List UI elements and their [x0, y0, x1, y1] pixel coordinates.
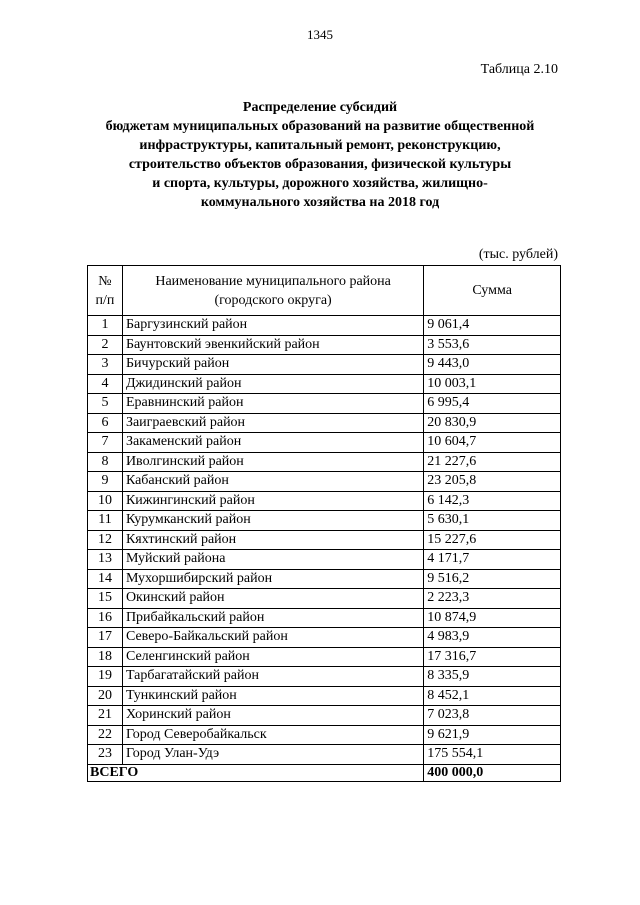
- title-line: строительство объектов образования, физической культуры: [128, 157, 512, 172]
- title-line: инфраструктуры, капитальный ремонт, реконструкцию,: [139, 138, 501, 153]
- table-row: [88, 530, 561, 550]
- table-row: [88, 413, 561, 433]
- header-num: [88, 266, 123, 316]
- title-line: коммунального хозяйства на 2018 год: [200, 195, 440, 210]
- district-name: Баунтовский эвенкийский район: [122, 335, 423, 355]
- row-number: 16: [88, 608, 123, 628]
- subsidy-amount: 9 621,9: [424, 725, 561, 745]
- row-number: 6: [88, 413, 123, 433]
- district-name: Еравнинский район: [122, 394, 423, 414]
- table-row: [88, 394, 561, 414]
- row-number: 21: [88, 706, 123, 726]
- table-label: Таблица 2.10: [480, 62, 558, 77]
- total-row: [88, 764, 561, 781]
- district-name: Бичурский район: [122, 355, 423, 375]
- table-row: [88, 355, 561, 375]
- table-row: [88, 491, 561, 511]
- total-sum: 400 000,0: [424, 764, 561, 781]
- table-row: [88, 647, 561, 667]
- header-num-line2: п/п: [95, 292, 115, 308]
- row-number: 23: [88, 745, 123, 765]
- subsidy-amount: 6 995,4: [424, 394, 561, 414]
- table-row: [88, 725, 561, 745]
- subsidy-amount: 10 003,1: [424, 374, 561, 394]
- district-name: Мухоршибирский район: [122, 569, 423, 589]
- row-number: 2: [88, 335, 123, 355]
- district-name: Муйский района: [122, 550, 423, 570]
- table-row: [88, 628, 561, 648]
- title-line: Распределение субсидий: [242, 100, 398, 115]
- row-number: 5: [88, 394, 123, 414]
- header-name-line1: Наименование муниципального района: [155, 273, 391, 289]
- table-row: [88, 550, 561, 570]
- row-number: 17: [88, 628, 123, 648]
- row-number: 10: [88, 491, 123, 511]
- district-name: Кабанский район: [122, 472, 423, 492]
- subsidy-amount: 8 335,9: [424, 667, 561, 687]
- table-body: [88, 316, 561, 765]
- row-number: 22: [88, 725, 123, 745]
- table-row: [88, 686, 561, 706]
- table-row: [88, 511, 561, 531]
- table-row: [88, 472, 561, 492]
- table-row: [88, 667, 561, 687]
- table-header-row: [88, 266, 561, 316]
- table-row: [88, 433, 561, 453]
- district-name: Закаменский район: [122, 433, 423, 453]
- units-label: (тыс. рублей): [478, 247, 558, 262]
- district-name: Иволгинский район: [122, 452, 423, 472]
- page-number: 1345: [307, 27, 333, 42]
- subsidy-amount: 15 227,6: [424, 530, 561, 550]
- district-name: Тункинский район: [122, 686, 423, 706]
- row-number: 1: [88, 316, 123, 336]
- district-name: Хоринский район: [122, 706, 423, 726]
- subsidy-amount: 20 830,9: [424, 413, 561, 433]
- district-name: Северо-Байкальский район: [122, 628, 423, 648]
- subsidy-amount: 2 223,3: [424, 589, 561, 609]
- subsidy-amount: 21 227,6: [424, 452, 561, 472]
- district-name: Заиграевский район: [122, 413, 423, 433]
- subsidy-amount: 10 874,9: [424, 608, 561, 628]
- row-number: 3: [88, 355, 123, 375]
- district-name: Селенгинский район: [122, 647, 423, 667]
- subsidy-table: [87, 265, 561, 782]
- row-number: 8: [88, 452, 123, 472]
- subsidy-amount: 9 516,2: [424, 569, 561, 589]
- district-name: Джидинский район: [122, 374, 423, 394]
- subsidy-amount: 23 205,8: [424, 472, 561, 492]
- district-name: Курумканский район: [122, 511, 423, 531]
- subsidy-amount: 3 553,6: [424, 335, 561, 355]
- subsidy-amount: 9 443,0: [424, 355, 561, 375]
- row-number: 4: [88, 374, 123, 394]
- total-label: ВСЕГО: [88, 764, 424, 781]
- table-row: [88, 589, 561, 609]
- row-number: 13: [88, 550, 123, 570]
- row-number: 9: [88, 472, 123, 492]
- row-number: 20: [88, 686, 123, 706]
- subsidy-amount: 7 023,8: [424, 706, 561, 726]
- subsidy-amount: 5 630,1: [424, 511, 561, 531]
- row-number: 11: [88, 511, 123, 531]
- row-number: 19: [88, 667, 123, 687]
- subsidy-amount: 6 142,3: [424, 491, 561, 511]
- table-row: [88, 745, 561, 765]
- row-number: 14: [88, 569, 123, 589]
- header-sum: Сумма: [424, 266, 561, 316]
- district-name: Баргузинский район: [122, 316, 423, 336]
- row-number: 18: [88, 647, 123, 667]
- header-name: [122, 266, 423, 316]
- table-row: [88, 452, 561, 472]
- row-number: 7: [88, 433, 123, 453]
- district-name: Прибайкальский район: [122, 608, 423, 628]
- table-row: [88, 608, 561, 628]
- subsidy-amount: 9 061,4: [424, 316, 561, 336]
- district-name: Кяхтинский район: [122, 530, 423, 550]
- table-row: [88, 335, 561, 355]
- table-row: [88, 569, 561, 589]
- row-number: 12: [88, 530, 123, 550]
- district-name: Город Улан-Удэ: [122, 745, 423, 765]
- title-line: бюджетам муниципальных образований на развитие общественной: [105, 119, 535, 134]
- title-line: и спорта, культуры, дорожного хозяйства, жилищно-: [152, 176, 488, 191]
- district-name: Город Северобайкальск: [122, 725, 423, 745]
- table-row: [88, 316, 561, 336]
- row-number: 15: [88, 589, 123, 609]
- district-name: Кижингинский район: [122, 491, 423, 511]
- subsidy-amount: 8 452,1: [424, 686, 561, 706]
- subsidy-amount: 4 983,9: [424, 628, 561, 648]
- district-name: Окинский район: [122, 589, 423, 609]
- district-name: Тарбагатайский район: [122, 667, 423, 687]
- subsidy-amount: 4 171,7: [424, 550, 561, 570]
- table-row: [88, 374, 561, 394]
- document-title: [60, 98, 580, 212]
- header-num-line1: №: [98, 273, 112, 289]
- table-row: [88, 706, 561, 726]
- subsidy-amount: 17 316,7: [424, 647, 561, 667]
- subsidy-amount: 10 604,7: [424, 433, 561, 453]
- header-name-line2: (городского округа): [214, 292, 332, 308]
- subsidy-amount: 175 554,1: [424, 745, 561, 765]
